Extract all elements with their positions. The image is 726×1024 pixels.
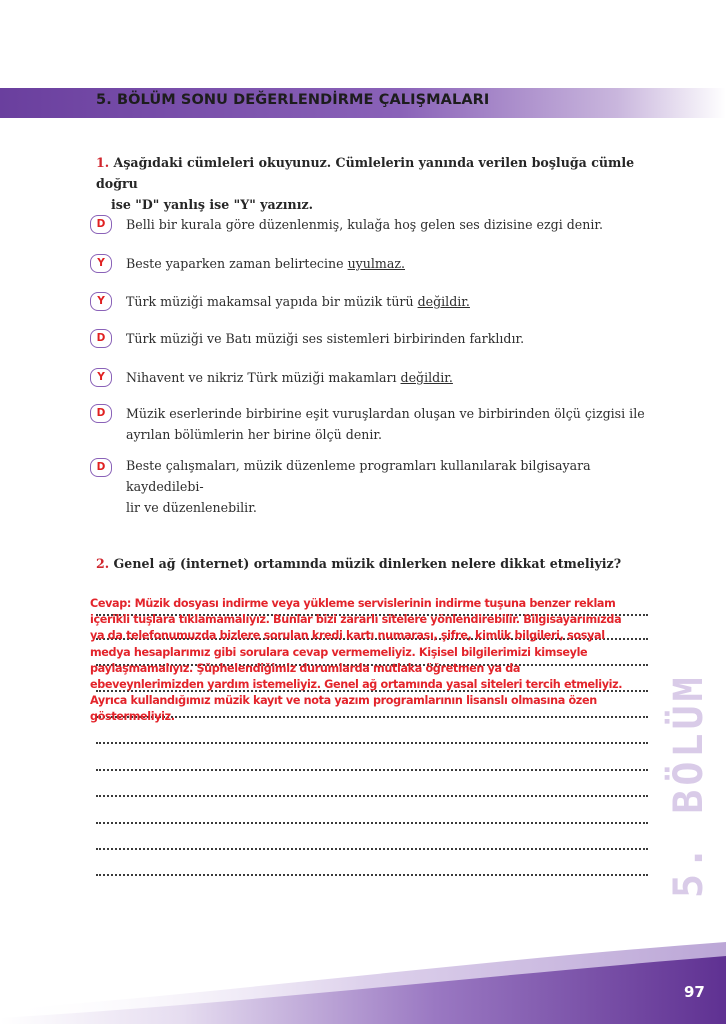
question-1	[96, 152, 656, 215]
answer-2-line: Cevap: Müzik dosyası indirme veya yükleme servislerinin indirme tuşuna benzer reklam	[90, 597, 616, 610]
answer-2-line: ya da telefonumuzda bizlere sorulan kredi kartı numarası, şifre, kimlik bilgileri, sosyal	[90, 629, 605, 643]
answer-line	[96, 742, 648, 744]
question-1-text-line1: Aşağıdaki cümleleri okuyunuz. Cümlelerin yanında verilen boşluğa cümle doğru	[96, 155, 635, 191]
statement-text-underlined: değildir.	[417, 294, 470, 309]
statement-text	[126, 253, 671, 274]
question-2	[96, 554, 656, 574]
statement-text-line1: Beste çalışmaları, müzik düzenleme programları kullanılarak bilgisayara kaydedilebi-	[126, 458, 591, 494]
answer-2-line: içerikli tuşlara tıklamamalıyız. Bunlar bizi zararlı sitelere yönlendirebilir. Bilgisayarımızda	[90, 613, 622, 627]
answer-2-line: ebeveynlerimizden yardım istemeliyiz. Genel ağ ortamında yasal siteleri tercih etmeliyiz.	[90, 678, 623, 692]
question-2-number: 2.	[96, 556, 110, 571]
answer-badge[interactable]: D	[90, 458, 112, 477]
page-number: 97	[684, 983, 705, 1001]
statement-text: Türk müziği ve Batı müziği ses sistemleri birbirinden farklıdır.	[126, 331, 525, 346]
answer-line	[96, 769, 648, 771]
statement-text	[126, 291, 671, 312]
statement-text	[126, 367, 671, 388]
answer-2-line: medya hesaplarımız gibi sorulara cevap vermemeliyiz. Kişisel bilgilerimizi kimseyle	[90, 645, 588, 659]
statement-text-plain: Beste yaparken zaman belirtecine	[126, 256, 348, 271]
statement-text-plain: Nihavent ve nikriz Türk müziği makamları	[126, 370, 401, 385]
statement-text: Belli bir kurala göre düzenlenmiş, kulağa hoş gelen ses dizisine ezgi denir.	[126, 217, 604, 232]
question-1-text-line2: ise "D" yanlış ise "Y" yazınız.	[111, 197, 314, 212]
answer-line	[96, 874, 648, 876]
answer-badge[interactable]: D	[90, 329, 112, 348]
answer-badge[interactable]: D	[90, 215, 112, 234]
statement-text-underlined: uyulmaz.	[347, 256, 406, 271]
section-title: 5. BÖLÜM SONU DEĞERLENDİRME ÇALIŞMALARI	[96, 92, 490, 108]
statement-text	[126, 455, 671, 518]
chapter-side-label: 5. BÖLÜM	[666, 673, 712, 898]
question-1-number: 1.	[96, 155, 110, 170]
answer-badge[interactable]: Y	[90, 368, 112, 387]
statement-text-line1: Müzik eserlerinde birbirine eşit vuruşlardan oluşan ve birbirinden ölçü çizgisi ile	[126, 406, 645, 421]
answer-badge[interactable]: D	[90, 404, 112, 423]
statement-text-plain: Türk müziği makamsal yapıda bir müzik türü	[126, 294, 418, 309]
answer-2-line: göstermeliyiz.	[90, 710, 175, 724]
answer-2-line: paylaşmamalıyız. Şüphelendiğimiz durumlarda mutlaka öğretmen ya da	[90, 661, 521, 675]
answer-2-line: Ayrıca kullandığımız müzik kayıt ve nota yazım programlarının lisanslı olmasına özen	[90, 694, 597, 708]
answer-badge[interactable]: Y	[90, 292, 112, 311]
answer-2-handwritten[interactable]	[90, 596, 658, 726]
statement-text-underlined: değildir.	[400, 370, 453, 385]
statement-text-line2: ayrılan bölümlerin her birine ölçü denir.	[126, 427, 383, 442]
answer-line	[96, 822, 648, 824]
answer-line	[96, 848, 648, 850]
answer-badge[interactable]: Y	[90, 254, 112, 273]
statement-text	[126, 403, 671, 445]
statement-text-line2: lir ve düzenlenebilir.	[126, 500, 257, 515]
footer-wave	[0, 930, 726, 1024]
question-2-text: Genel ağ (internet) ortamında müzik dinlerken nelere dikkat etmeliyiz?	[113, 556, 622, 571]
answer-line	[96, 795, 648, 797]
